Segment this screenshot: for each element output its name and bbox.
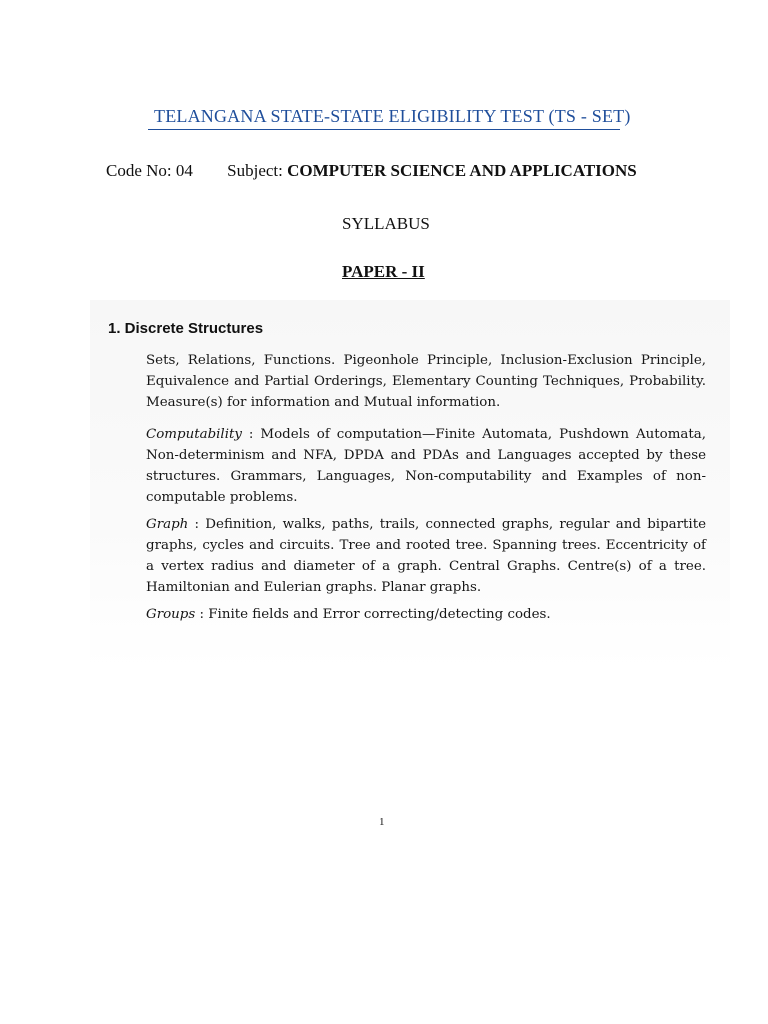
- code-number: Code No: 04: [106, 161, 193, 180]
- syllabus-paragraph-groups: [146, 604, 706, 625]
- page-number: 1: [379, 816, 385, 828]
- paragraph-text: : Models of computation—Finite Automata, Pushdown Automata, Non-determinism and NFA, DPDA and PDAs and Languages accepted by these structures. Grammars, Languages, Non-computability and Examples of non-computable problems.: [146, 427, 706, 505]
- document-title: TELANGANA STATE-STATE ELIGIBILITY TEST (TS - SET): [148, 106, 620, 130]
- paper-heading: PAPER - II: [342, 262, 425, 281]
- syllabus-paragraph-computability: [146, 424, 706, 508]
- paragraph-text: : Finite fields and Error correcting/detecting codes.: [195, 607, 551, 622]
- syllabus-heading: SYLLABUS: [342, 214, 430, 233]
- syllabus-paragraph-graph: [146, 514, 706, 598]
- paragraph-text: Sets, Relations, Functions. Pigeonhole Principle, Inclusion-Exclusion Principle, Equivalence and Partial Orderings, Elementary Counting Techniques, Probability. Measure(s) for information and Mutual information.: [146, 353, 706, 410]
- code-subject-line: [106, 161, 637, 181]
- paragraph-text: : Definition, walks, paths, trails, connected graphs, regular and bipartite graphs, cycles and circuits. Tree and rooted tree. Spanning trees. Eccentricity of a vertex radius and diameter of a graph. Central Graphs. Centre(s) of a tree. Hamiltonian and Eulerian graphs. Planar graphs.: [146, 517, 706, 595]
- section-heading: 1. Discrete Structures: [108, 320, 264, 337]
- subject-value: COMPUTER SCIENCE AND APPLICATIONS: [287, 161, 637, 180]
- paragraph-term: Groups: [146, 607, 196, 622]
- syllabus-paragraph-sets: [146, 350, 706, 413]
- subject-label: Subject:: [227, 161, 283, 180]
- paragraph-term: Computability: [146, 427, 242, 442]
- paragraph-term: Graph: [146, 517, 189, 532]
